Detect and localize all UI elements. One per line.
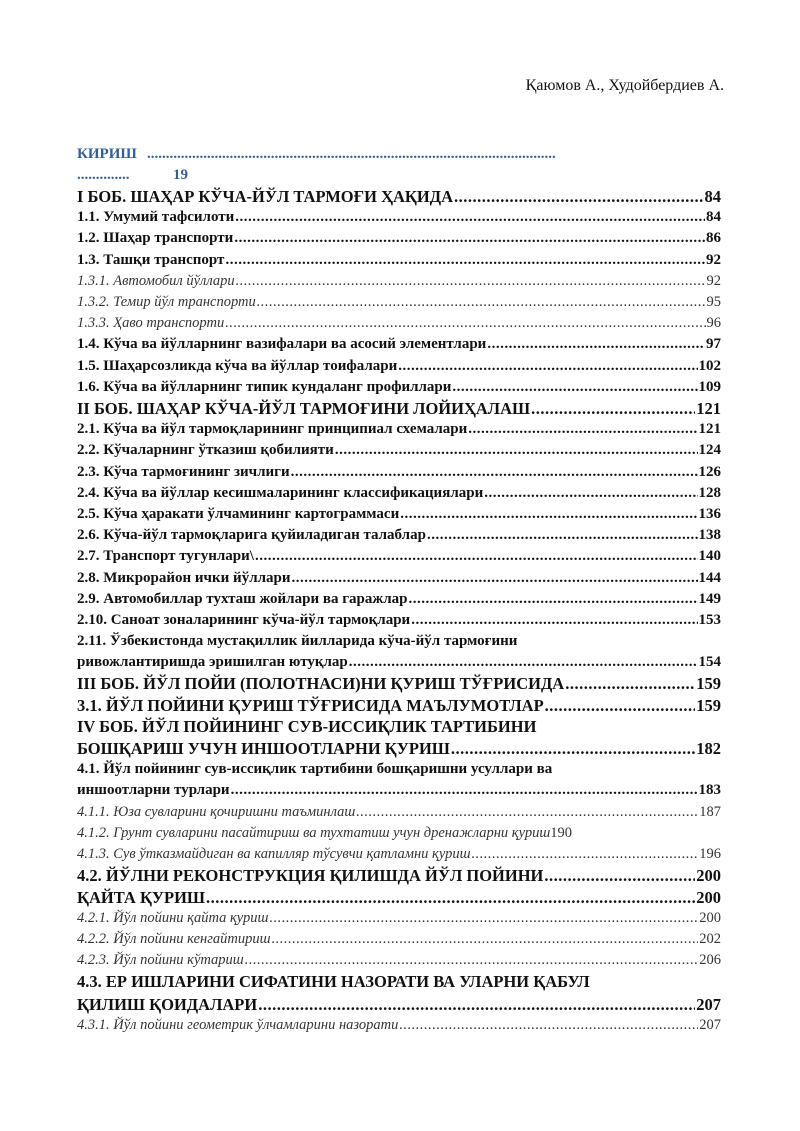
toc-leader-dots [454,186,704,207]
toc-page-number: 159 [696,695,721,715]
toc-page-number: 182 [696,739,721,759]
toc-entry-title: 2.6. Кўча-йўл тармоқларига қуйиладиган талаблар [77,527,426,544]
toc-entry[interactable] [77,610,721,631]
toc-entry-intro[interactable] [77,144,721,186]
toc-leader-dots [451,738,695,759]
toc-entry-row [77,887,721,908]
toc-entry-title: I БОБ. ШАҲАР КЎЧА-ЙЎЛ ТАРМОҒИ ҲАҚИДА [77,187,453,206]
toc-entry-title-line1: 2.11. Ўзбекистонда мустақиллик йилларида кўча-йўл тармоғини [77,633,518,650]
toc-entry[interactable] [77,950,721,971]
toc-entry[interactable] [77,1015,721,1036]
toc-entry[interactable] [77,207,721,228]
toc-leader-dots [544,865,695,886]
toc-entry[interactable] [77,865,721,886]
toc-leader-dots [349,652,698,673]
toc-page-number: 149 [698,590,721,607]
toc-entry[interactable] [77,716,721,760]
toc-entry[interactable] [77,292,721,313]
toc-entry-row [77,271,721,292]
toc-entry-row [77,780,721,801]
toc-page-number: 84 [706,209,721,226]
toc-leader-dots [408,589,697,610]
toc-entry[interactable] [77,546,721,567]
toc-entry-title: иншоотларни турлари [77,782,230,799]
toc-leader-dots: .............. [77,167,130,183]
toc-entry-title: ҚИЛИШ ҚОИДАЛАРИ [77,994,258,1014]
toc-leader-dots [356,802,698,823]
toc-entry[interactable] [77,631,721,673]
toc-leader-dots [335,440,698,461]
toc-entry-title: 4.2.3. Йўл пойини кўтариш [77,952,244,969]
toc-entry[interactable] [77,887,721,908]
toc-entry[interactable] [77,971,721,1015]
toc-entry-title-line1: 4.3. ЕР ИШЛАРИНИ СИФАТИНИ НАЗОРАТИ ВА УЛАРНИ ҚАБУЛ [77,972,590,992]
toc-entry[interactable] [77,823,721,844]
toc-page-number: 144 [698,569,721,586]
toc-page-number: 109 [698,378,721,395]
toc-entry-title: ривожлантиришда эришилган ютуқлар [77,654,348,671]
toc-page-number: 86 [706,230,721,247]
toc-entry-title: 1.5. Шаҳарсозликда кўча ва йўллар тоифалари [77,357,398,374]
toc-entry-title: 4.2.1. Йўл пойини қайта қуриш [77,909,269,926]
toc-entry-title: 4.2. ЙЎЛНИ РЕКОНСТРУКЦИЯ ҚИЛИШДА ЙЎЛ ПОЙИНИ [77,866,544,886]
toc-entry-row [77,419,721,440]
toc-entry-row [77,228,721,249]
toc-leader-dots [545,695,696,716]
toc-list [77,186,721,1036]
toc-entry-title: 4.1.1. Юза сувларини қочиришни таъминлаш [77,803,356,820]
toc-page-number: 97 [706,336,721,353]
author-header: Қаюмов А., Худойбердиев А. [525,77,724,94]
toc-entry-title: 2.3. Кўча тармоғининг зичлиги [77,463,290,480]
toc-page-number: 207 [699,1016,721,1033]
toc-leader-dots [484,483,697,504]
toc-leader-dots [292,568,698,589]
toc-leader-dots: ............................................................................................................. [147,146,556,162]
toc-leader-dots [398,356,697,377]
toc-leader-dots [400,504,697,525]
toc-entry[interactable] [77,334,721,355]
toc-leader-dots [255,546,698,567]
toc-entry-title: 1.3.2. Темир йўл транспорти [77,294,256,311]
toc-entry-title: 2.8. Микрорайон ички йўллари [77,569,291,586]
toc-entry-title: 1.3.1. Автомобил йўллари [77,272,235,289]
toc-leader-dots [565,673,695,694]
toc-page-number: 207 [696,994,721,1014]
toc-entry-row [77,652,721,673]
toc-entry-row [77,1015,721,1036]
toc-page-number: 200 [696,887,721,907]
toc-entry-title: II БОБ. ШАҲАР КЎЧА-ЙЎЛ ТАРМОҒИНИ ЛОЙИҲАЛАШ [77,399,531,419]
toc-entry-title: 4.1.3. Сув ўтказмайдиган ва капилляр тўсувчи қатламни қуриш [77,846,471,863]
toc-entry[interactable] [77,695,721,716]
toc-entry-row [77,546,721,567]
toc-entry-row [77,504,721,525]
toc-entry-row [77,250,721,271]
toc-page-number: 92 [706,251,721,268]
toc-entry[interactable] [77,186,721,207]
toc-entry[interactable] [77,908,721,929]
toc-leader-dots [245,950,699,971]
toc-page-number: 140 [698,548,721,565]
toc-leader-dots [487,334,705,355]
toc-entry-title: 2.10. Саноат зоналарининг кўча-йўл тармоқлари [77,612,411,629]
toc-entry-title: 2.2. Кўчаларнинг ўтказиш қобилияти [77,442,334,459]
toc-page-number: 121 [698,421,721,438]
toc-page-number: 92 [706,272,721,289]
toc-entry[interactable] [77,525,721,546]
toc-page-number: 200 [696,866,721,886]
toc-entry[interactable] [77,250,721,271]
toc-entry[interactable] [77,673,721,694]
toc-entry-title-line1: 4.1. Йўл пойининг сув-иссиқлик тартибини бошқаришни усуллари ва [77,761,553,778]
toc-entry-row [77,292,721,313]
toc-leader-dots [269,908,698,929]
toc-entry[interactable] [77,440,721,461]
toc-leader-dots [231,780,698,801]
toc-entry[interactable] [77,759,721,801]
toc-entry-title: 2.5. Кўча ҳаракати ўлчамининг картограммаси [77,506,400,523]
toc-entry-title: 2.1. Кўча ва йўл тармоқларининг принципиал схемалари [77,421,468,438]
toc-leader-dots [531,398,695,419]
toc-entry-row [77,186,721,207]
toc-page-number: 200 [699,909,721,926]
toc-page-number: 126 [698,463,721,480]
toc-leader-dots [291,462,698,483]
toc-page-number: 153 [698,612,721,629]
toc-entry-row [77,207,721,228]
toc-entry-row [77,525,721,546]
toc-entry-row [77,823,721,844]
toc-leader-dots [235,207,705,228]
toc-entry[interactable] [77,589,721,610]
toc-entry-row [77,462,721,483]
toc-leader-dots [225,250,705,271]
table-of-contents [77,144,721,1036]
toc-entry-row [77,589,721,610]
toc-page-number: 202 [699,930,721,947]
toc-entry-title: 1.2. Шаҳар транспорти [77,230,234,247]
toc-entry-title: 1.6. Кўча ва йўлларнинг типик кундаланг профиллари [77,378,452,395]
toc-leader-dots [234,228,705,249]
toc-entry-title: КИРИШ [77,146,137,162]
toc-leader-dots [206,887,695,908]
toc-page-number: 187 [699,803,721,820]
toc-entry-title: 1.3.3. Ҳаво транспорти [77,315,225,332]
toc-entry-title: 2.4. Кўча ва йўллар кесишмаларининг классификациялари [77,484,484,501]
toc-entry-title: 2.7. Транспорт тугунлари\ [77,548,254,565]
toc-entry-row [77,440,721,461]
toc-leader-dots [411,610,697,631]
toc-page-number: 136 [698,506,721,523]
toc-entry-title: БОШҚАРИШ УЧУН ИНШООТЛАРНИ ҚУРИШ [77,739,450,759]
toc-entry[interactable] [77,483,721,504]
toc-entry-row [77,738,721,759]
toc-entry-row [77,313,721,334]
toc-entry-row [77,908,721,929]
toc-entry-title: 3.1. ЙЎЛ ПОЙИНИ ҚУРИШ ТЎҒРИСИДА МАЪЛУМОТЛАР [77,695,544,715]
toc-entry[interactable] [77,377,721,398]
toc-leader-dots [236,271,706,292]
toc-leader-dots [472,844,699,865]
toc-entry-title: 2.9. Автомобиллар тухташ жойлари ва гаражлар [77,590,408,607]
toc-entry[interactable] [77,504,721,525]
toc-leader-dots [272,929,699,950]
toc-entry-row [77,950,721,971]
toc-leader-dots [427,525,698,546]
toc-page-number: 159 [696,674,721,694]
toc-entry[interactable] [77,313,721,334]
toc-page-number: 190 [550,824,573,841]
toc-entry-row [77,929,721,950]
toc-entry[interactable] [77,419,721,440]
toc-leader-dots [468,419,697,440]
toc-entry[interactable] [77,228,721,249]
toc-entry-title: ҚАЙТА ҚУРИШ [77,887,206,907]
toc-page-number: 96 [706,315,721,332]
toc-page-number: 206 [699,952,721,969]
toc-page-number: 95 [706,294,721,311]
toc-entry[interactable] [77,398,721,419]
toc-leader-dots [452,377,697,398]
toc-page-number: 154 [698,654,721,671]
toc-page-number: 121 [696,399,721,419]
toc-entry[interactable] [77,356,721,377]
toc-entry-row [77,356,721,377]
toc-entry-title: 4.2.2. Йўл пойини кенгайтириш [77,930,271,947]
toc-entry-row [77,802,721,823]
toc-page-number: 196 [699,846,721,863]
toc-entry-row [77,695,721,716]
toc-entry-row [77,398,721,419]
toc-page-number: 183 [698,782,721,799]
toc-entry-row [77,673,721,694]
toc-page-number: 128 [698,484,721,501]
toc-entry-title-line1: IV БОБ. ЙЎЛ ПОЙИНИНГ СУВ-ИССИҚЛИК ТАРТИБИНИ [77,716,537,736]
toc-entry[interactable] [77,271,721,292]
toc-page-number: 102 [698,357,721,374]
toc-entry-row [77,334,721,355]
toc-entry[interactable] [77,844,721,865]
toc-entry-row [77,377,721,398]
toc-entry-title: 1.4. Кўча ва йўлларнинг вазифалари ва асосий элементлари [77,336,487,353]
toc-leader-dots [257,292,706,313]
toc-entry-title: III БОБ. ЙЎЛ ПОЙИ (ПОЛОТНАСИ)НИ ҚУРИШ ТЎҒРИСИДА [77,674,565,694]
toc-leader-dots [399,1015,698,1036]
toc-entry-title: 4.3.1. Йўл пойини геометрик ўлчамларини назорати [77,1016,399,1033]
toc-entry-title: 1.3. Ташқи транспорт [77,251,225,268]
toc-entry-title: 1.1. Умумий тафсилоти [77,209,235,226]
toc-page-number: 138 [698,527,721,544]
toc-entry-row [77,568,721,589]
toc-leader-dots [225,313,705,334]
toc-page-number: 124 [698,442,721,459]
toc-entry-row [77,994,721,1015]
toc-entry-row [77,865,721,886]
toc-page-number: 84 [704,187,721,206]
toc-entry-row [77,483,721,504]
toc-entry[interactable] [77,802,721,823]
toc-entry-row [77,844,721,865]
toc-entry[interactable] [77,929,721,950]
toc-entry[interactable] [77,568,721,589]
toc-leader-dots [258,994,695,1015]
toc-entry[interactable] [77,462,721,483]
toc-entry-title: 4.1.2. Грунт сувларини пасайтириш ва тухтатиш учун дренажларни қуриш [77,824,551,841]
toc-page-number: 19 [173,167,188,183]
toc-entry-row [77,610,721,631]
